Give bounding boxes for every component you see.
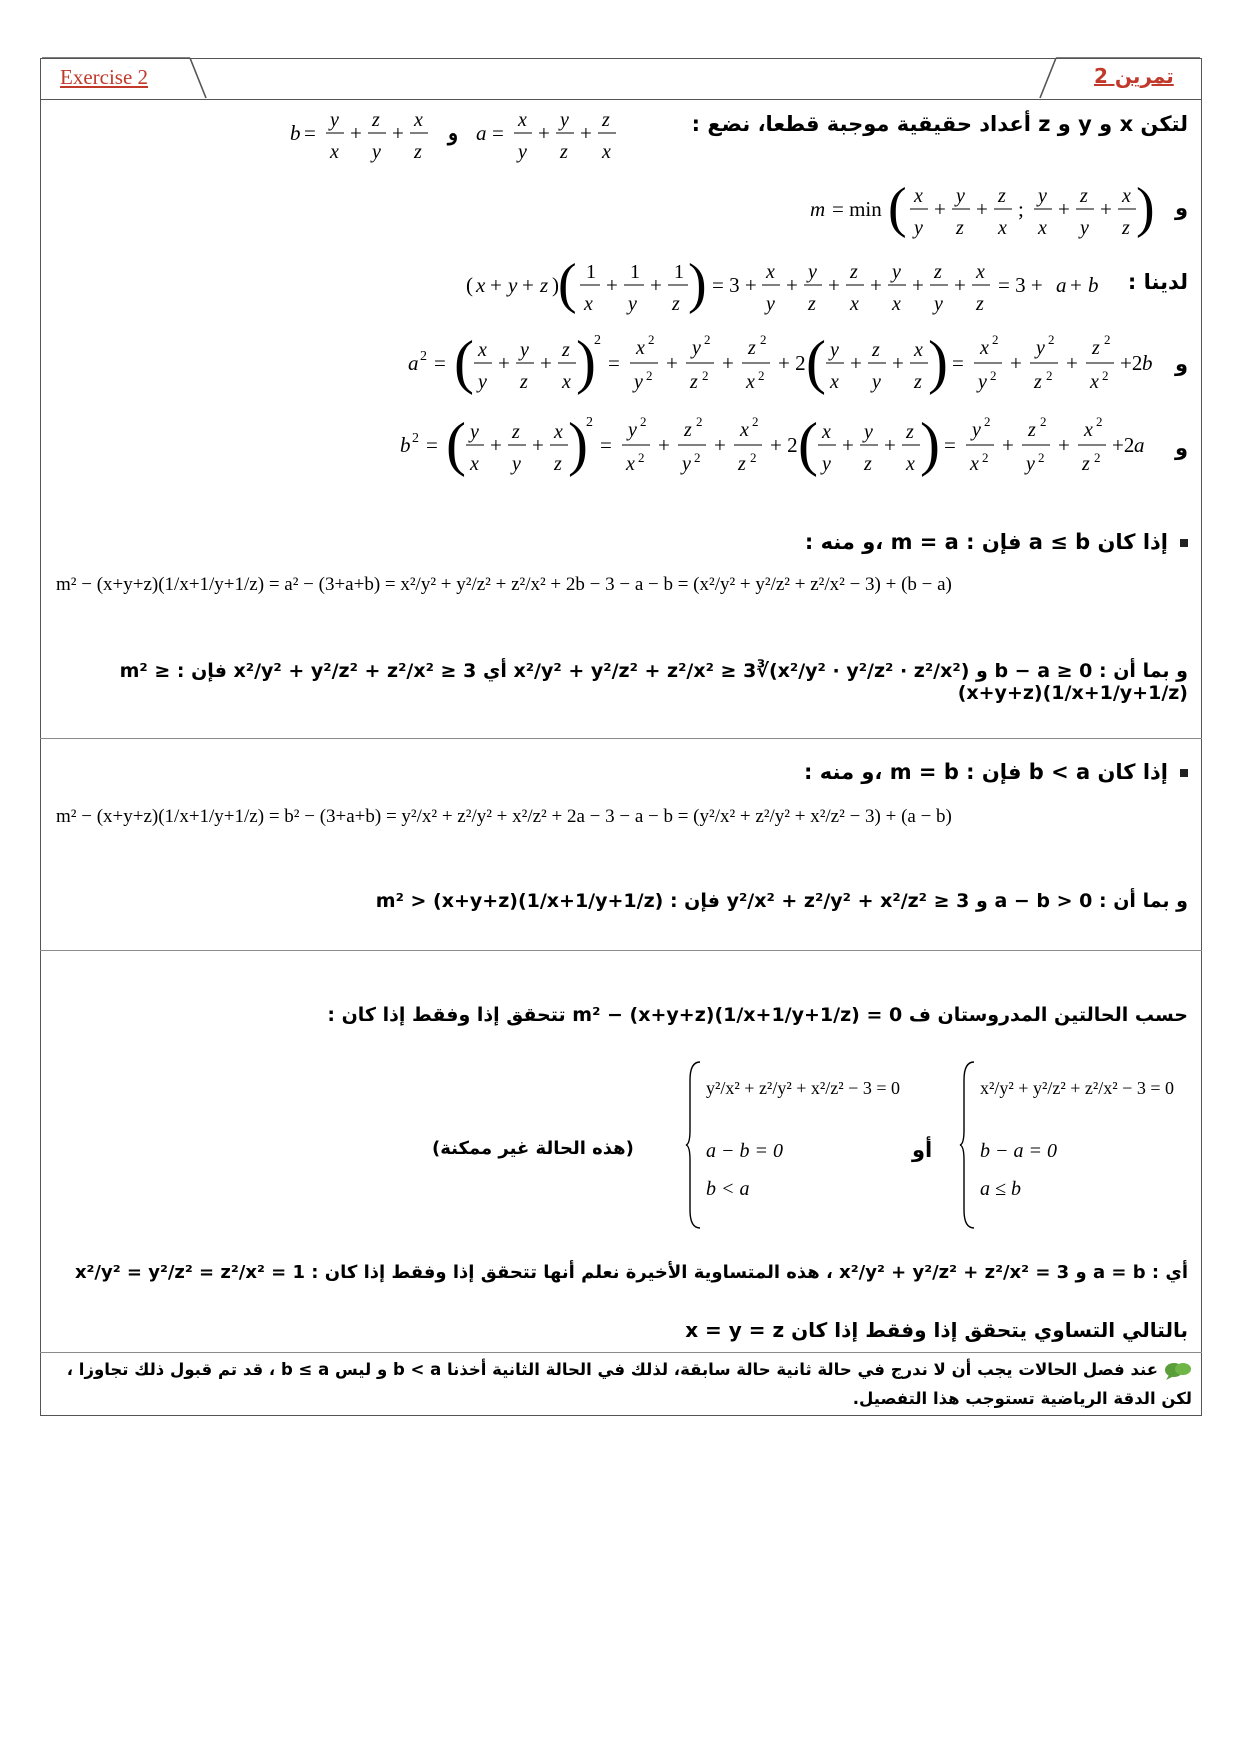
svg-text:(: (: [888, 177, 907, 239]
svg-text:+: +: [1058, 197, 1070, 221]
svg-text:z: z: [512, 421, 520, 443]
svg-text:y: y: [892, 261, 901, 283]
svg-text:=: =: [944, 433, 956, 457]
svg-text:(: (: [454, 329, 474, 395]
svg-text:): ): [568, 411, 588, 477]
svg-text:+: +: [934, 197, 946, 221]
svg-text:+: +: [606, 273, 618, 297]
svg-text:+: +: [870, 273, 882, 297]
note-line1: عند فصل الحالات يجب أن لا ندرج في حالة ثانية حالة سابقة، لذلك في الحالة الثانية أخذنا b < a و ليس b ≤ a ، قد تم قبول ذلك تجاوزا ،: [66, 1360, 1158, 1379]
case2-since: و بما أن : a − b > 0 و y²/x² + z²/y² + x²/z² ≥ 3 فإن : m² > (x+y+z)(1/x+1/y+1/z): [375, 890, 1188, 912]
svg-text:(: (: [558, 253, 577, 315]
svg-text:+: +: [1002, 433, 1014, 457]
svg-text:z: z: [850, 261, 858, 283]
conj-a2: و: [1174, 352, 1188, 376]
svg-text:=: =: [600, 433, 612, 457]
bullet-icon: [1180, 539, 1188, 547]
svg-text:2: 2: [752, 414, 759, 429]
svg-text:+: +: [954, 273, 966, 297]
svg-text:b: b: [1088, 273, 1099, 297]
svg-text:(: (: [806, 329, 826, 395]
svg-text:y: y: [972, 419, 981, 441]
sys2-eq2: a − b = 0: [706, 1140, 783, 1162]
lemma-eq3: [400, 411, 1145, 486]
svg-text:;: ;: [1018, 197, 1024, 221]
svg-text:b: b: [400, 433, 411, 457]
svg-text:+: +: [786, 273, 798, 297]
case2-equation: m² − (x+y+z)(1/x+1/y+1/z) = b² − (3+a+b) = y²/x² + z²/y² + x²/z² + 2a − 3 − a − b = (y²/x² + z²/y² + x²/z² − 3) + (a − b): [56, 806, 952, 827]
svg-text:=: =: [952, 351, 964, 375]
conj-m: و: [1174, 196, 1188, 220]
svg-text:2: 2: [586, 415, 593, 430]
svg-text:=: =: [492, 121, 504, 145]
svg-text:z: z: [520, 371, 528, 393]
svg-text:2: 2: [648, 332, 655, 347]
note-block: [42, 1360, 1192, 1408]
svg-text:y: y: [1036, 337, 1045, 359]
svg-text:+: +: [884, 433, 896, 457]
svg-text:y: y: [330, 109, 339, 131]
svg-text:+: +: [850, 351, 862, 375]
svg-text:2: 2: [990, 368, 997, 383]
svg-text:x: x: [584, 293, 593, 315]
svg-text:+: +: [1058, 433, 1070, 457]
svg-text:y: y: [978, 371, 987, 393]
svg-text:z: z: [1092, 337, 1100, 359]
svg-text:x: x: [850, 293, 859, 315]
svg-text:2: 2: [696, 414, 703, 429]
svg-text:+: +: [650, 273, 662, 297]
svg-text:2: 2: [1038, 450, 1045, 465]
sys1-eq2: b − a = 0: [980, 1140, 1057, 1162]
svg-text:y: y: [518, 141, 527, 163]
svg-text:+ 2: + 2: [778, 351, 806, 375]
svg-text:y: y: [682, 453, 691, 475]
svg-text:2: 2: [760, 332, 767, 347]
def-a: a: [476, 121, 487, 145]
svg-text:2: 2: [412, 431, 419, 446]
svg-text:+: +: [1010, 351, 1022, 375]
svg-text:=: =: [608, 351, 620, 375]
svg-text:): ): [928, 329, 948, 395]
svg-text:2: 2: [992, 332, 999, 347]
svg-text:y: y: [766, 293, 775, 315]
svg-text:+: +: [392, 121, 404, 145]
sys1-eq1: x²/y² + y²/z² + z²/x² − 3 = 0: [980, 1078, 1174, 1098]
svg-text:+: +: [976, 197, 988, 221]
def-b: b: [290, 121, 301, 145]
exercise-label-ar: تمرين 2: [1094, 64, 1174, 88]
conclusion-separator: [40, 950, 1202, 951]
exercise-label-en: Exercise 2: [60, 65, 149, 89]
svg-text:+: +: [714, 433, 726, 457]
svg-text:+: +: [1100, 197, 1112, 221]
svg-text:(: (: [798, 411, 818, 477]
svg-text:2: 2: [704, 332, 711, 347]
svg-text:y: y: [628, 419, 637, 441]
svg-text:z: z: [1082, 453, 1090, 475]
svg-text:y: y: [1038, 185, 1047, 207]
svg-text:1: 1: [674, 261, 684, 283]
svg-text:z: z: [738, 453, 746, 475]
svg-text:y: y: [1026, 453, 1035, 475]
brace-icon: [960, 1060, 976, 1230]
svg-text:x: x: [746, 371, 755, 393]
svg-text:a: a: [408, 351, 419, 375]
svg-text:2: 2: [646, 368, 653, 383]
svg-text:z: z: [562, 339, 570, 361]
svg-text:x: x: [1084, 419, 1093, 441]
svg-text:+: +: [522, 273, 534, 297]
svg-text:x: x: [906, 453, 915, 475]
svg-text:y: y: [520, 339, 529, 361]
svg-text:y: y: [956, 185, 965, 207]
svg-text:y: y: [934, 293, 943, 315]
svg-text:+: +: [538, 121, 550, 145]
svg-text:+: +: [532, 433, 544, 457]
svg-text:z: z: [1028, 419, 1036, 441]
svg-text:y: y: [822, 453, 831, 475]
svg-text:+: +: [892, 351, 904, 375]
svg-text:x: x: [478, 339, 487, 361]
svg-text:y: y: [864, 421, 873, 443]
svg-text:2: 2: [1096, 414, 1103, 429]
bullet-icon: [1180, 769, 1188, 777]
svg-text:y: y: [692, 337, 701, 359]
svg-text:+ 2: + 2: [770, 433, 798, 457]
conclusion-line2: أي : a = b و x²/y² + y²/z² + z²/x² = 3 ، هذه المتساوية الأخيرة نعلم أنها تتحقق إذا وفقط إذا كان : x²/y² = y²/z² = z²/x² = 1: [74, 1262, 1188, 1283]
intro-text: [692, 112, 1188, 136]
svg-text:x: x: [766, 261, 775, 283]
svg-text:+: +: [490, 273, 502, 297]
ladayna-label: لدينا :: [1127, 270, 1188, 294]
svg-text:z: z: [684, 419, 692, 441]
case-separator: [40, 738, 1202, 739]
svg-text:2: 2: [1046, 368, 1053, 383]
svg-text:x: x: [476, 273, 486, 297]
svg-text:z: z: [906, 421, 914, 443]
svg-text:x: x: [626, 453, 635, 475]
svg-text:(: (: [466, 273, 473, 297]
svg-text:z: z: [956, 217, 964, 239]
svg-text:2: 2: [702, 368, 709, 383]
case1-equation: m² − (x+y+z)(1/x+1/y+1/z) = a² − (3+a+b) = x²/y² + y²/z² + z²/x² + 2b − 3 − a − b = (x²/y² + y²/z² + z²/x² − 3) + (b − a): [56, 574, 952, 595]
svg-text:= min: = min: [832, 197, 882, 221]
svg-text:= 3 +: = 3 +: [998, 273, 1043, 297]
svg-text:(: (: [446, 411, 466, 477]
svg-text:z: z: [998, 185, 1006, 207]
svg-text:y: y: [508, 273, 518, 297]
svg-text:2: 2: [1048, 332, 1055, 347]
svg-text:2: 2: [638, 450, 645, 465]
svg-text:): ): [1136, 177, 1155, 239]
def-m-formula: [810, 177, 1155, 244]
svg-text:y: y: [478, 371, 487, 393]
case1-title-text: إذا كان a ≤ b فإن : m = a ،و منه :: [804, 530, 1168, 554]
svg-text:2: 2: [750, 450, 757, 465]
svg-text:z: z: [748, 337, 756, 359]
svg-text:+: +: [842, 433, 854, 457]
svg-text:+2: +2: [1112, 433, 1135, 457]
svg-text:+: +: [658, 433, 670, 457]
header-divider: [40, 99, 1202, 100]
svg-text:z: z: [554, 453, 562, 475]
lemma-eq1: [466, 254, 1136, 320]
svg-text:y: y: [560, 109, 569, 131]
svg-text:y: y: [830, 339, 839, 361]
svg-text:x: x: [980, 337, 989, 359]
svg-text:z: z: [560, 141, 568, 163]
svg-text:2: 2: [1102, 368, 1109, 383]
svg-text:y: y: [808, 261, 817, 283]
svg-text:y: y: [634, 371, 643, 393]
svg-text:x: x: [518, 109, 527, 131]
svg-text:+2: +2: [1120, 351, 1143, 375]
svg-text:x: x: [554, 421, 563, 443]
or-label: أو: [912, 1138, 933, 1162]
svg-text:2: 2: [1094, 450, 1101, 465]
svg-text:x: x: [970, 453, 979, 475]
svg-text:2: 2: [694, 450, 701, 465]
svg-text:= 3 +: = 3 +: [712, 273, 757, 297]
sys1-eq3: a ≤ b: [980, 1178, 1021, 1200]
svg-text:): ): [688, 253, 707, 315]
svg-text:z: z: [914, 371, 922, 393]
conclusion-line3: بالتالي التساوي يتحقق إذا وفقط إذا كان x = y = z: [685, 1318, 1188, 1342]
svg-text:x: x: [740, 419, 749, 441]
svg-text:x: x: [892, 293, 901, 315]
svg-text:2: 2: [758, 368, 765, 383]
svg-text:z: z: [1034, 371, 1042, 393]
svg-text:m: m: [810, 197, 826, 221]
system-1: [960, 1060, 1190, 1230]
svg-text:x: x: [830, 371, 839, 393]
svg-text:=: =: [426, 433, 438, 457]
svg-text:): ): [576, 329, 596, 395]
svg-text:z: z: [872, 339, 880, 361]
svg-text:2: 2: [984, 414, 991, 429]
svg-text:x: x: [1090, 371, 1099, 393]
svg-text:x: x: [914, 339, 923, 361]
svg-text:+: +: [540, 351, 552, 375]
svg-text:z: z: [602, 109, 610, 131]
svg-text:2: 2: [1104, 332, 1111, 347]
svg-text:x: x: [636, 337, 645, 359]
svg-text:2: 2: [1040, 414, 1047, 429]
svg-text:z: z: [864, 453, 872, 475]
svg-text:+: +: [1070, 273, 1082, 297]
svg-text:+: +: [490, 433, 502, 457]
svg-text:+: +: [722, 351, 734, 375]
svg-text:x: x: [470, 453, 479, 475]
svg-text:y: y: [628, 293, 637, 315]
svg-text:y: y: [470, 421, 479, 443]
conj-b2: و: [1174, 436, 1188, 460]
def-a-b-formula: [290, 104, 620, 166]
svg-text:): ): [920, 411, 940, 477]
svg-text:+: +: [828, 273, 840, 297]
system-2: [686, 1060, 916, 1230]
svg-text:x: x: [822, 421, 831, 443]
svg-text:a: a: [1134, 433, 1145, 457]
svg-text:z: z: [1122, 217, 1130, 239]
impossible-note: (هذه الحالة غير ممكنة): [432, 1138, 634, 1159]
svg-text:2: 2: [420, 349, 427, 364]
note-line1-row: [42, 1360, 1192, 1381]
svg-text:z: z: [1080, 185, 1088, 207]
svg-text:x: x: [602, 141, 611, 163]
svg-text:+: +: [350, 121, 362, 145]
svg-text:2: 2: [594, 333, 601, 348]
note-line2: لكن الدقة الرياضية تستوجب هذا التفصيل.: [852, 1388, 1192, 1408]
svg-text:z: z: [808, 293, 816, 315]
brace-icon: [686, 1060, 702, 1230]
svg-text:y: y: [512, 453, 521, 475]
svg-text:a: a: [1056, 273, 1067, 297]
sys2-eq1: y²/x² + z²/y² + x²/z² − 3 = 0: [706, 1078, 900, 1098]
svg-text:z: z: [540, 273, 549, 297]
lemma-eq2: [408, 329, 1153, 404]
svg-text:z: z: [672, 293, 680, 315]
conclusion-line1: حسب الحالتين المدروستان ف m² − (x+y+z)(1/x+1/y+1/z) = 0 تتحقق إذا وفقط إذا كان :: [327, 1004, 1188, 1026]
svg-text:=: =: [434, 351, 446, 375]
svg-text:x: x: [976, 261, 985, 283]
svg-text:x: x: [1122, 185, 1131, 207]
svg-text:x: x: [1038, 217, 1047, 239]
svg-text:z: z: [372, 109, 380, 131]
svg-text:): ): [552, 273, 559, 297]
svg-text:2: 2: [640, 414, 647, 429]
svg-text:x: x: [330, 141, 339, 163]
svg-text:x: x: [998, 217, 1007, 239]
svg-text:y: y: [914, 217, 923, 239]
svg-text:=: =: [304, 121, 316, 145]
note-separator: [40, 1352, 1202, 1353]
svg-text:y: y: [372, 141, 381, 163]
exercise-tab-ar: [1040, 58, 1200, 98]
svg-text:y: y: [872, 371, 881, 393]
svg-text:z: z: [690, 371, 698, 393]
svg-text:b: b: [1142, 351, 1153, 375]
svg-text:2: 2: [982, 450, 989, 465]
sys2-eq3: b < a: [706, 1178, 750, 1200]
svg-text:+: +: [1066, 351, 1078, 375]
svg-text:+: +: [498, 351, 510, 375]
svg-text:x: x: [414, 109, 423, 131]
svg-text:+: +: [580, 121, 592, 145]
svg-text:1: 1: [586, 261, 596, 283]
svg-text:1: 1: [630, 261, 640, 283]
svg-text:+: +: [666, 351, 678, 375]
svg-text:z: z: [976, 293, 984, 315]
svg-text:y: y: [1080, 217, 1089, 239]
intro-sentence: لتكن x و y و z أعداد حقيقية موجبة قطعا، نضع :: [691, 112, 1188, 136]
svg-text:z: z: [934, 261, 942, 283]
svg-text:+: +: [912, 273, 924, 297]
case2-title: [804, 760, 1188, 784]
case1-title: [805, 530, 1188, 554]
exercise-tab-en: [42, 58, 206, 98]
case2-title-text: إذا كان b < a فإن : m = b ،و منه :: [804, 760, 1168, 784]
svg-text:و: و: [448, 121, 459, 145]
svg-text:x: x: [914, 185, 923, 207]
speech-bubble-icon: [1164, 1361, 1192, 1381]
svg-text:x: x: [562, 371, 571, 393]
case1-since: و بما أن : b − a ≥ 0 و x²/y² + y²/z² + z²/x² ≥ 3∛(x²/y² · y²/z² · z²/x²) أي x²/y² + y²/z² + z²/x² ≥ 3 فإن : m² ≥ (x+y+z)(1/x+1/y+1/z): [119, 660, 1188, 704]
svg-text:z: z: [414, 141, 422, 163]
